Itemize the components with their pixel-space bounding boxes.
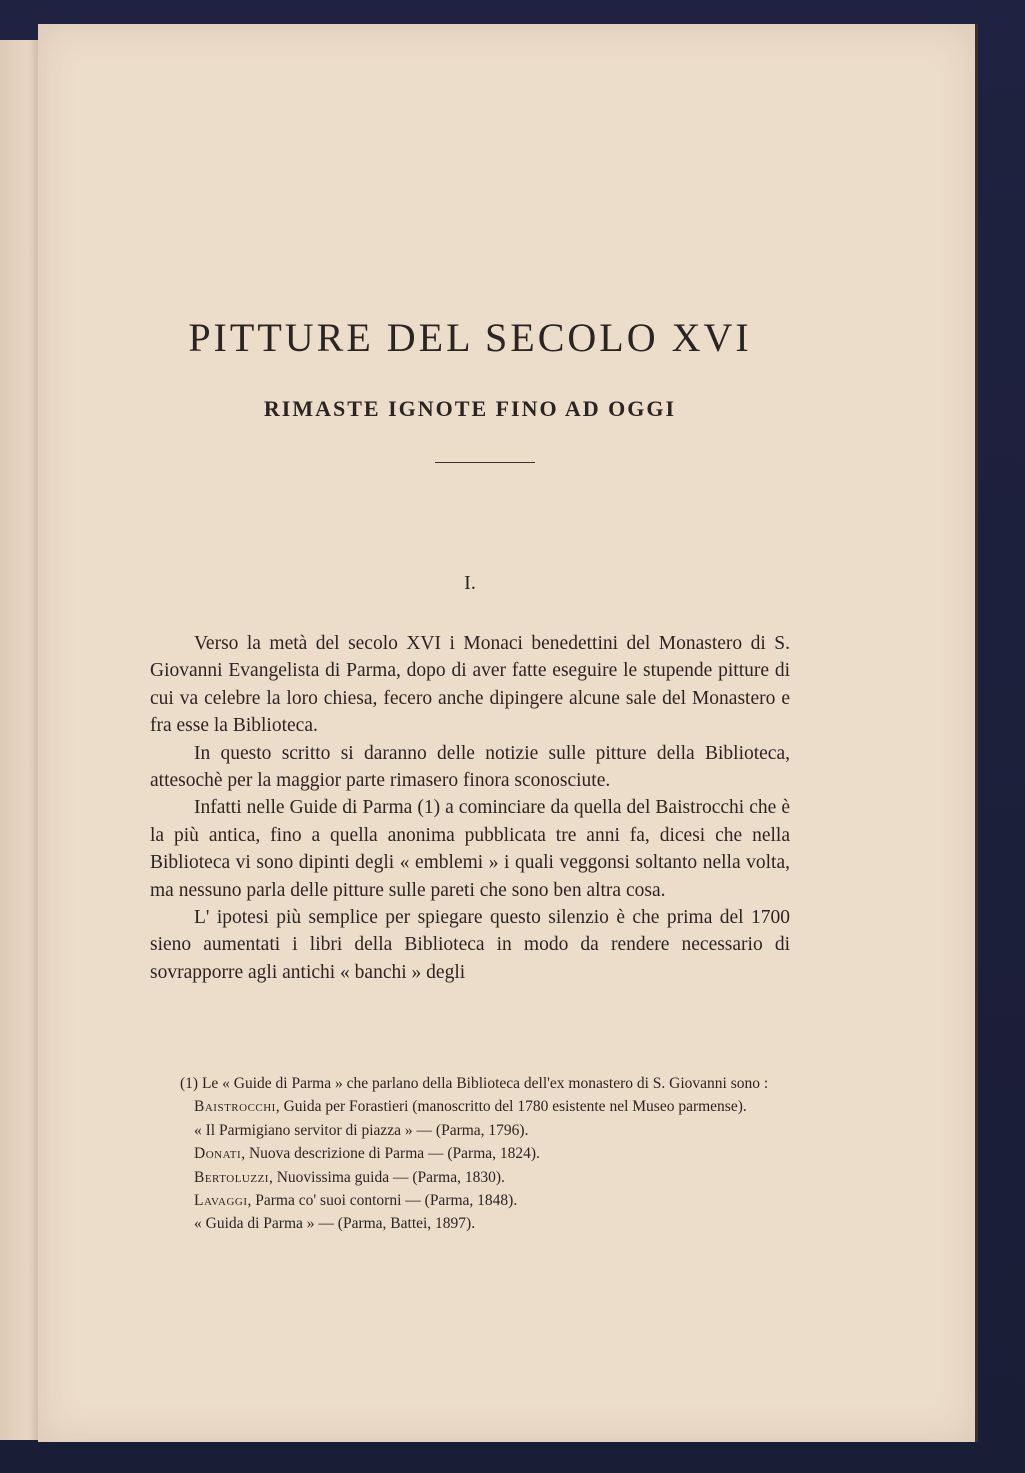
footnote-author: Donati <box>194 1145 242 1163</box>
page-subtitle: RIMASTE IGNOTE FINO AD OGGI <box>263 396 677 421</box>
page-title: PITTURE DEL SECOLO XVI <box>188 315 752 360</box>
footnote-entry <box>150 1142 790 1165</box>
footnote-text: , Nuova descrizione di Parma — (Parma, 1824). <box>241 1145 540 1163</box>
book-page <box>38 24 978 1442</box>
footnote-author: Baistrocchi <box>194 1098 276 1116</box>
footnotes <box>150 1072 790 1236</box>
footnote-author: Lavaggi <box>194 1192 248 1210</box>
paragraph: L' ipotesi più semplice per spiegare questo silenzio è che prima del 1700 sieno aumentati i libri della Biblioteca in modo da rendere necessario di sovrapporre agli antichi « banchi » degli <box>150 907 790 983</box>
paragraph: Infatti nelle Guide di Parma (1) a cominciare da quella del Baistrocchi che è la più antica, fino a quella anonima pubblicata tre anni fa, dicesi che nella Biblioteca vi sono dipinti degli « emblemi » i quali veggonsi soltanto nella volta, ma nessuno parla delle pitture sulle pareti che sono ben altra cosa. <box>150 797 790 901</box>
footnote-text: « Il Parmigiano servitor di piazza » — (Parma, 1796). <box>194 1121 529 1139</box>
footnote-author: Bertoluzzi <box>194 1168 269 1186</box>
footnote-entry <box>150 1212 790 1235</box>
footnote-text: « Guida di Parma » — (Parma, Battei, 1897). <box>194 1215 476 1233</box>
paragraph: Verso la metà del secolo XVI i Monaci benedettini del Monastero di S. Giovanni Evangelista di Parma, dopo di aver fatte eseguire le stupende pitture di cui va celebre la loro chiesa, fecero anche dipingere alcune sale del Monastero e fra esse la Biblioteca. <box>150 633 790 737</box>
footnote-entry <box>150 1095 790 1118</box>
footnote-text: , Nuovissima guida — (Parma, 1830). <box>268 1168 505 1186</box>
footnote-entry <box>150 1166 790 1189</box>
footnote-entry <box>150 1189 790 1212</box>
footnote-text: , Parma co' suoi contorni — (Parma, 1848). <box>247 1192 518 1210</box>
body-text <box>150 630 790 986</box>
previous-page-edge <box>0 40 42 1440</box>
paragraph: In questo scritto si daranno delle notizie sulle pitture della Biblioteca, attesochè per la maggior parte rimasero finora sconosciute. <box>150 742 790 792</box>
title-divider <box>435 462 535 463</box>
footnote-intro: (1) Le « Guide di Parma » che parlano della Biblioteca dell'ex monastero di S. Giovanni sono : <box>180 1075 769 1092</box>
section-number: I. <box>464 572 476 594</box>
footnote-text: , Guida per Forastieri (manoscritto del 1780 esistente nel Museo parmense). <box>275 1098 747 1116</box>
footnote-entry <box>150 1119 790 1142</box>
